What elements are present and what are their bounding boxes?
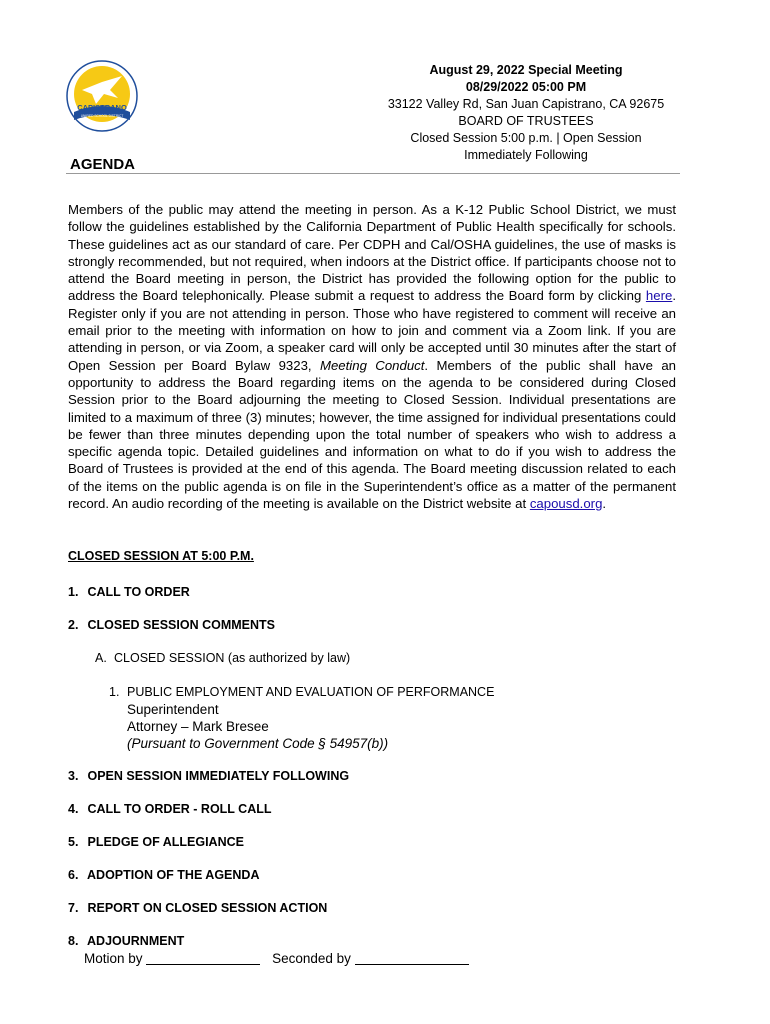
motion-line [84,951,477,966]
meeting-header [380,62,672,164]
logo-subtitle: UNIFIED SCHOOL DISTRICT [80,114,124,118]
agenda-subitem-a1: 1. PUBLIC EMPLOYMENT AND EVALUATION OF PERFORMANCE Superintendent Attorney – Mark Bresee (Pursuant to Government Code § 54957(b)) [109,685,495,751]
bylaw-title: Meeting Conduct [319,357,425,373]
meeting-body: BOARD OF TRUSTEES [458,114,594,128]
agenda-item-6: 6. ADOPTION OF THE AGENDA [68,868,260,882]
register-link[interactable]: here [645,288,673,304]
intro-text-1: Members of the public may attend the meeting in person. As a K-12 Public School District, we must follow the guidelines established by the California Department of Public Health specifically for schools. These guidelines act as our standard of care. Per CDPH and Cal/OSHA guidelines, the use of masks is strongly recommended, but not required, when indoors at the District office. If participants choose not to attend the Board meeting in person, the District has provided the following option for the public to address the Board telephonically. Please submit a request to address the Board form by clicking [68,202,676,304]
seconded-label: Seconded by [272,951,351,966]
agenda-item-1: 1. CALL TO ORDER [68,585,190,599]
intro-paragraph [68,201,676,512]
meeting-title: August 29, 2022 Special Meeting [429,63,623,77]
agenda-item-7: 7. REPORT ON CLOSED SESSION ACTION [68,901,328,915]
agenda-item-3: 3. OPEN SESSION IMMEDIATELY FOLLOWING [68,769,350,783]
meeting-datetime: 08/29/2022 05:00 PM [465,80,587,94]
intro-text-4: . [602,496,607,512]
seconded-blank [355,964,469,965]
meeting-address: 33122 Valley Rd, San Juan Capistrano, CA 92675 [387,97,665,111]
intro-text-2: . Register only if you are not attending in person. Those who have registered to comment will receive an email prior to the meeting with information on how to join and comment via a Zoom link. If you are attending in person, or via Zoom, a speaker card will only be accepted until 30 minutes after the start of Open Session per Board Bylaw 9323, [68,288,676,373]
agenda-item-2: 2. CLOSED SESSION COMMENTS [68,618,276,632]
district-website-link[interactable]: capousd.org [529,496,603,512]
session-line-2: Immediately Following [464,148,588,162]
logo-name: CAPISTRANO [77,103,127,112]
agenda-item-4: 4. CALL TO ORDER - ROLL CALL [68,802,272,816]
agenda-title: AGENDA [70,156,136,173]
motion-blank [146,964,260,965]
agenda-subitem-a: A. CLOSED SESSION (as authorized by law) [95,651,351,665]
header-divider [66,173,680,174]
capistrano-logo [66,60,138,132]
agenda-item-8: 8. ADJOURNMENT [68,934,185,948]
closed-session-heading: CLOSED SESSION AT 5:00 P.M. [68,549,254,563]
agenda-item-5: 5. PLEDGE OF ALLEGIANCE [68,835,244,849]
motion-label: Motion by [84,951,143,966]
intro-text-3: . Members of the public shall have an opportunity to address the Board regarding items on the agenda to be considered during Closed Session prior to the Board adjourning the meeting to Closed Session. Individual presentations are limited to a maximum of three (3) minutes; however, the time assigned for individual presentations could be fewer than three minutes depending upon the total number of speakers who wish to address a specific agenda topic. Detailed guidelines and information on what to do if you wish to address the Board of Trustees is provided at the end of this agenda. The Board meeting discussion related to each of the items on the public agenda is on file in the Superintendent’s office as a matter of the permanent record. An audio recording of the meeting is available on the District website at [68,357,676,512]
session-line-1: Closed Session 5:00 p.m. | Open Session [410,131,642,145]
